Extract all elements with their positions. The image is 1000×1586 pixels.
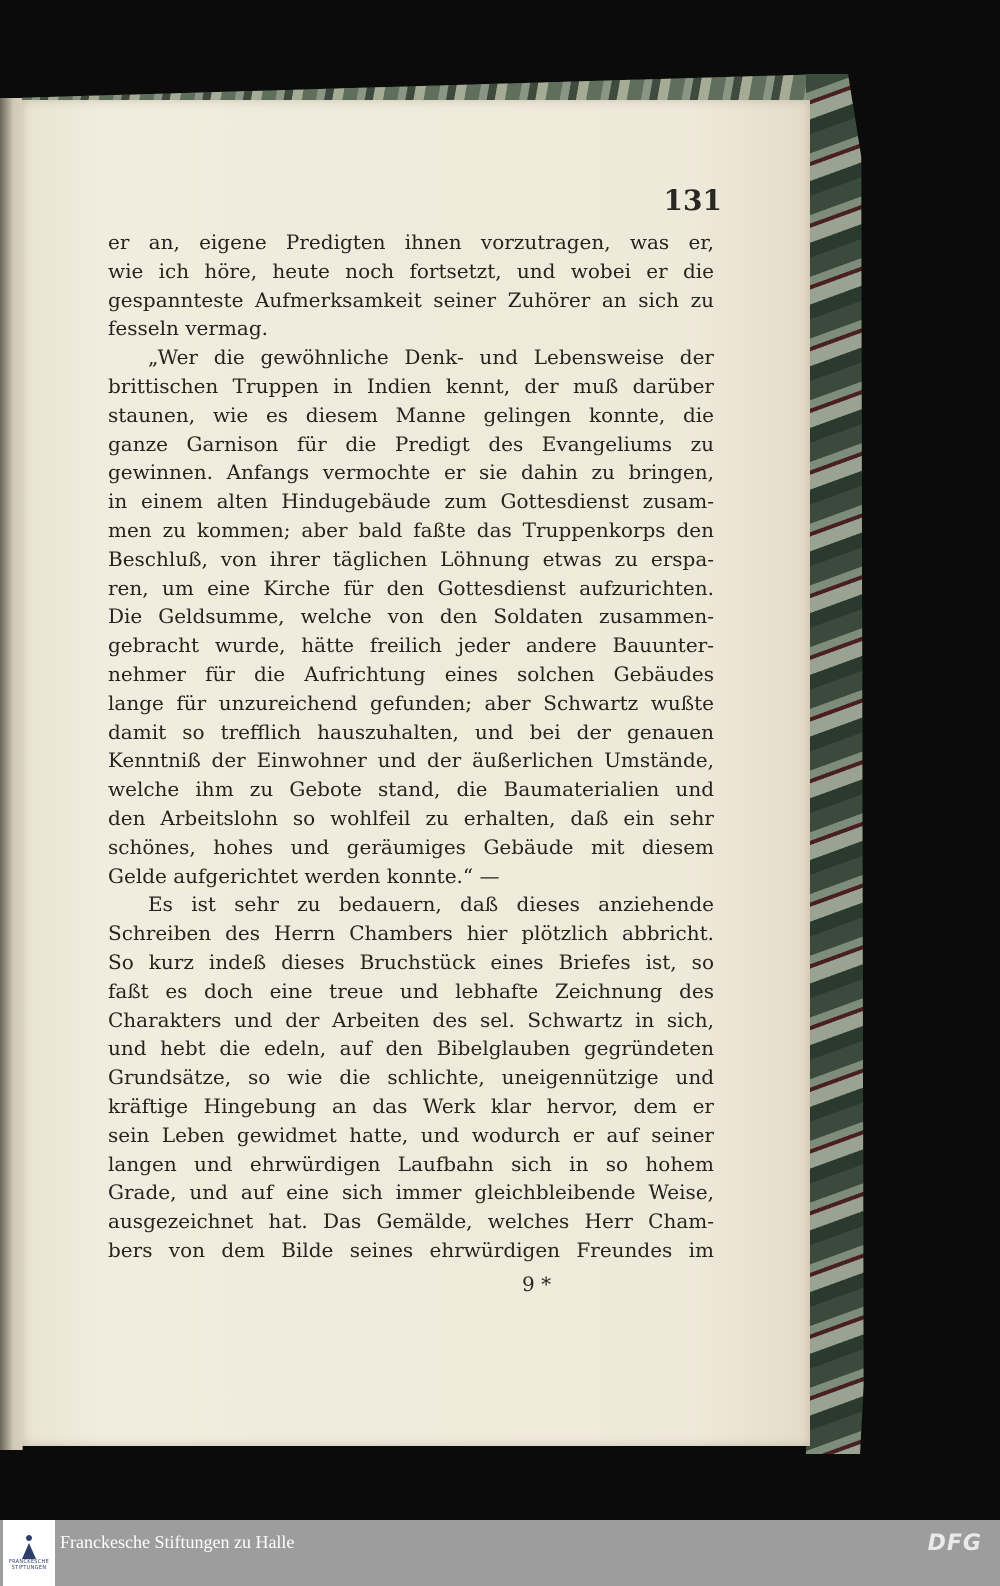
text-line: Die Geldsumme, welche von den Soldaten zusammen- — [108, 604, 714, 629]
text-line: er an, eigene Predigten ihnen vorzutragen, was er, — [108, 230, 714, 254]
printer-signature-mark: 9 * — [522, 1272, 552, 1296]
text-line: Schreiben des Herrn Chambers hier plötzlich abbricht. — [108, 921, 714, 946]
text-line: in einem alten Hindugebäude zum Gottesdienst zusam- — [108, 489, 714, 514]
text-line: schönes, hohes und geräumiges Gebäude mit diesem — [108, 834, 714, 859]
facing-page-edge — [0, 98, 23, 1450]
marbled-cover-edge — [806, 74, 866, 1454]
text-line: ganze Garnison für die Predigt des Evangeliums zu — [108, 431, 714, 456]
text-line: faßt es doch eine treue und lebhafte Zeichnung des — [108, 978, 714, 1003]
text-line: gebracht wurde, hätte freilich jeder andere Bauunter- — [108, 633, 714, 658]
book-page — [22, 100, 810, 1446]
text-line: gespannteste Aufmerksamkeit seiner Zuhörer an sich zu — [108, 287, 714, 312]
text-line: fesseln vermag. — [108, 316, 268, 341]
institution-emblem-icon — [20, 1535, 38, 1559]
page-body-text — [108, 228, 714, 1265]
institution-logo[interactable] — [3, 1520, 55, 1586]
text-line: Charakters und der Arbeiten des sel. Schwartz in sich, — [108, 1007, 714, 1032]
viewer-footer-bar — [0, 1520, 1000, 1586]
text-line: lange für unzureichend gefunden; aber Schwartz wußte — [108, 690, 714, 715]
text-line: Gelde aufgerichtet werden konnte.“ — — [108, 863, 500, 888]
text-line: ausgezeichnet hat. Das Gemälde, welches Herr Cham- — [108, 1209, 714, 1234]
institution-name: Franckesche Stiftungen zu Halle — [60, 1532, 295, 1552]
text-line: „Wer die gewöhnliche Denk- und Lebensweise der — [148, 345, 714, 370]
text-line: gewinnen. Anfangs vermochte er sie dahin zu bringen, — [108, 460, 714, 485]
text-line: ren, um eine Kirche für den Gottesdienst aufzurichten. — [108, 575, 714, 600]
text-line: brittischen Truppen in Indien kennt, der muß darüber — [108, 373, 714, 398]
text-line: Grundsätze, so wie die schlichte, uneigennützige und — [108, 1065, 714, 1090]
text-line: und hebt die edeln, auf den Bibelglauben gegründeten — [108, 1036, 714, 1061]
text-line: Grade, und auf eine sich immer gleichbleibende Weise, — [108, 1180, 714, 1205]
text-line: So kurz indeß dieses Bruchstück eines Briefes ist, so — [108, 949, 714, 974]
text-line: bers von dem Bilde seines ehrwürdigen Freundes im — [108, 1237, 714, 1262]
page-number: 131 — [663, 184, 722, 217]
text-line: welche ihm zu Gebote stand, die Baumaterialien und — [108, 777, 714, 802]
logo-text-line-2: STIFTUNGEN — [11, 1565, 47, 1571]
logo-text-line-1: FRANCKESCHE — [8, 1559, 50, 1565]
dfg-logo[interactable]: DFG — [927, 1531, 982, 1556]
text-line: kräftige Hingebung an das Werk klar hervor, dem er — [108, 1093, 714, 1118]
text-line: den Arbeitslohn so wohlfeil zu erhalten, daß ein sehr — [108, 805, 714, 830]
text-line: Kenntniß der Einwohner und der äußerlichen Umstände, — [108, 748, 714, 773]
text-line: staunen, wie es diesem Manne gelingen konnte, die — [108, 402, 714, 427]
text-line: wie ich höre, heute noch fortsetzt, und wobei er die — [108, 258, 714, 283]
text-line: damit so trefflich hauszuhalten, und bei der genauen — [108, 719, 714, 744]
text-line: Beschluß, von ihrer täglichen Löhnung etwas zu erspa- — [108, 546, 714, 571]
text-line: sein Leben gewidmet hatte, und wodurch er auf seiner — [108, 1122, 714, 1147]
text-line: nehmer für die Aufrichtung eines solchen Gebäudes — [108, 661, 714, 686]
text-line: Es ist sehr zu bedauern, daß dieses anziehende — [148, 892, 714, 917]
text-line: langen und ehrwürdigen Laufbahn sich in so hohem — [108, 1151, 714, 1176]
text-line: men zu kommen; aber bald faßte das Truppenkorps den — [108, 517, 714, 542]
